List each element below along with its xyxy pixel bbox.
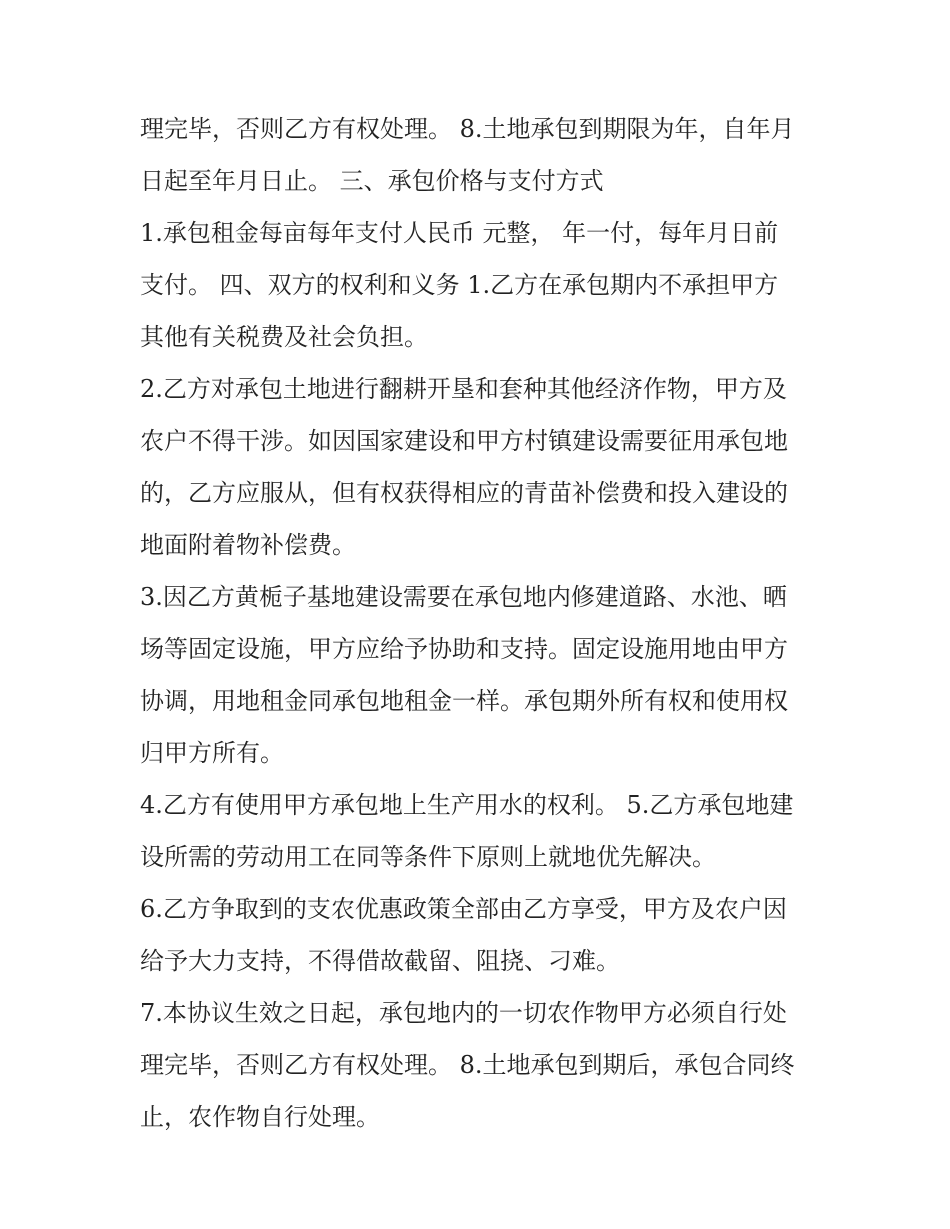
text-line: 协调，用地租金同承包地租金一样。承包期外所有权和使用权 [140, 687, 788, 715]
text-line: 7.本协议生效之日起，承包地内的一切农作物甲方必须自行处 [140, 999, 787, 1027]
text-line: 止，农作物自行处理。 [140, 1103, 380, 1131]
document-body [140, 103, 820, 1143]
text-line: 理完毕，否则乙方有权处理。 8.土地承包到期限为年，自年月 [140, 115, 795, 143]
text-line: 日起至年月日止。 三、承包价格与支付方式 [140, 167, 604, 195]
text-line: 的，乙方应服从，但有权获得相应的青苗补偿费和投入建设的 [140, 479, 788, 507]
text-line: 理完毕，否则乙方有权处理。 8.土地承包到期后，承包合同终 [140, 1051, 795, 1079]
text-line: 支付。 四、双方的权利和义务 1.乙方在承包期内不承担甲方 [140, 271, 779, 299]
text-line: 3.因乙方黄栀子基地建设需要在承包地内修建道路、水池、晒 [140, 583, 787, 611]
text-line: 6.乙方争取到的支农优惠政策全部由乙方享受，甲方及农户因 [140, 895, 787, 923]
text-line: 地面附着物补偿费。 [140, 531, 356, 559]
text-line: 设所需的劳动用工在同等条件下原则上就地优先解决。 [140, 843, 716, 871]
text-line: 其他有关税费及社会负担。 [140, 323, 428, 351]
text-line: 1.承包租金每亩每年支付人民币 元整， 年一付，每年月日前 [140, 219, 779, 247]
text-line: 归甲方所有。 [140, 739, 284, 767]
text-line: 给予大力支持，不得借故截留、阻挠、刁难。 [140, 947, 620, 975]
text-line: 农户不得干涉。如因国家建设和甲方村镇建设需要征用承包地 [140, 427, 788, 455]
text-line: 4.乙方有使用甲方承包地上生产用水的权利。 5.乙方承包地建 [140, 791, 794, 819]
text-line: 场等固定设施，甲方应给予协助和支持。固定设施用地由甲方 [140, 635, 788, 663]
text-line: 2.乙方对承包土地进行翻耕开垦和套种其他经济作物，甲方及 [140, 375, 787, 403]
